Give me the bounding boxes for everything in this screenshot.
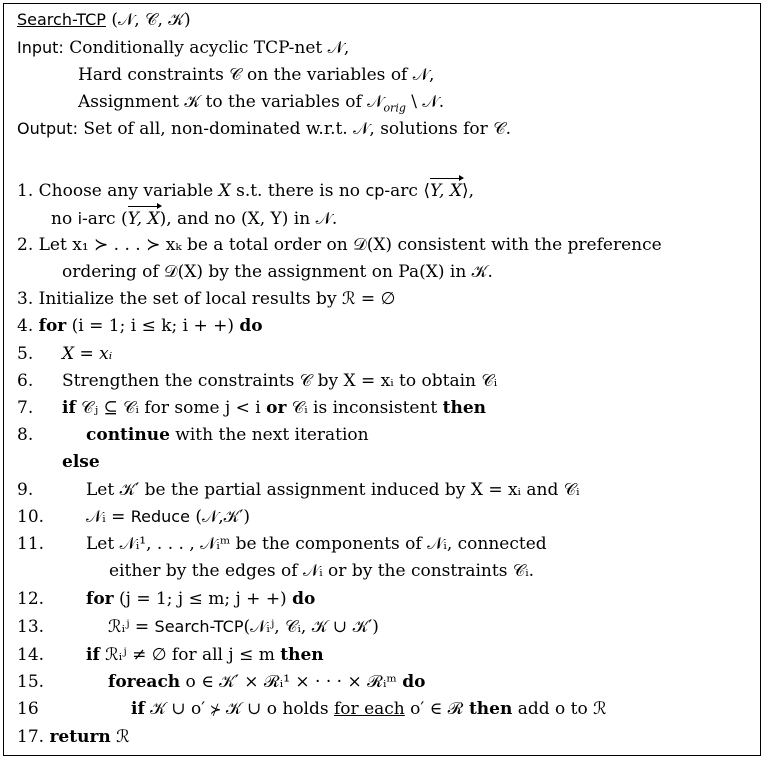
step-6: 6. Strengthen the constraints 𝒞 by X = xᵢ to obtain 𝒞ᵢ xyxy=(17,371,498,391)
step-13: 13. ℛᵢʲ = Search-TCP(𝒩ᵢʲ, 𝒞ᵢ, 𝒦 ∪ 𝒦′) xyxy=(17,617,379,637)
step-10: 10. 𝒩ᵢ = Reduce (𝒩,𝒦′) xyxy=(17,507,250,527)
step-12: 12. for (j = 1; j ≤ m; j + +) do xyxy=(17,589,316,609)
step-9: 9. Let 𝒦′ be the partial assignment induced by X = xᵢ and 𝒞ᵢ xyxy=(17,480,580,500)
output-label: Output: xyxy=(17,119,78,138)
input-line-1: Input: Conditionally acyclic TCP-net 𝒩, xyxy=(17,38,350,58)
input-label: Input: xyxy=(17,38,64,57)
input-line-2: Hard constraints 𝒞 on the variables of 𝒩, xyxy=(78,65,435,85)
step-14: 14. if ℛᵢʲ ≠ ∅ for all j ≤ m then xyxy=(17,645,324,665)
step-7: 7. if 𝒞ⱼ ⊆ 𝒞ᵢ for some j < i or 𝒞ᵢ is inconsistent then xyxy=(17,398,487,418)
procedure-name: Search-TCP xyxy=(17,10,106,29)
arc-vector: Y, X xyxy=(128,206,160,230)
step-2: 2. Let x₁ ≻ . . . ≻ xₖ be a total order on 𝒟(X) consistent with the preference xyxy=(17,235,662,255)
step-1-cont: no i-arc (Y, X), and no (X, Y) in 𝒩. xyxy=(51,206,337,230)
arc-vector: Y, X xyxy=(430,178,462,202)
else-keyword: else xyxy=(62,452,100,472)
step-11-cont: either by the edges of 𝒩ᵢ or by the constraints 𝒞ᵢ. xyxy=(109,561,535,581)
step-16: 16 if 𝒦 ∪ o′ ⊁ 𝒦 ∪ o holds for each o′ ∈ ℛ then add o to ℛ xyxy=(17,699,607,719)
step-15: 15. foreach o ∈ 𝒦′ × ℛᵢ¹ × · · · × ℛᵢᵐ do xyxy=(17,672,426,692)
algorithm-signature xyxy=(17,9,191,31)
step-17: 17. return ℛ xyxy=(17,727,130,747)
step-8: 8. continue with the next iteration xyxy=(17,425,369,445)
step-1: 1. Choose any variable X s.t. there is no cp-arc ⟨Y, X⟩, xyxy=(17,178,474,202)
step-5: 5. X = xᵢ xyxy=(17,344,113,364)
input-line-3: Assignment 𝒦 to the variables of 𝒩$_{orig}$ \ 𝒩. xyxy=(78,92,445,115)
step-4: 4. for (i = 1; i ≤ k; i + +) do xyxy=(17,316,263,336)
step-2-cont: ordering of 𝒟(X) by the assignment on Pa(X) in 𝒦. xyxy=(62,262,493,282)
output-line: Output: Set of all, non-dominated w.r.t. 𝒩, solutions for 𝒞. xyxy=(17,119,511,139)
step-11: 11. Let 𝒩ᵢ¹, . . . , 𝒩ᵢᵐ be the components of 𝒩ᵢ, connected xyxy=(17,534,547,554)
step-3: 3. Initialize the set of local results by ℛ = ∅ xyxy=(17,289,396,309)
procedure-args: (𝒩, 𝒞, 𝒦) xyxy=(105,10,191,30)
